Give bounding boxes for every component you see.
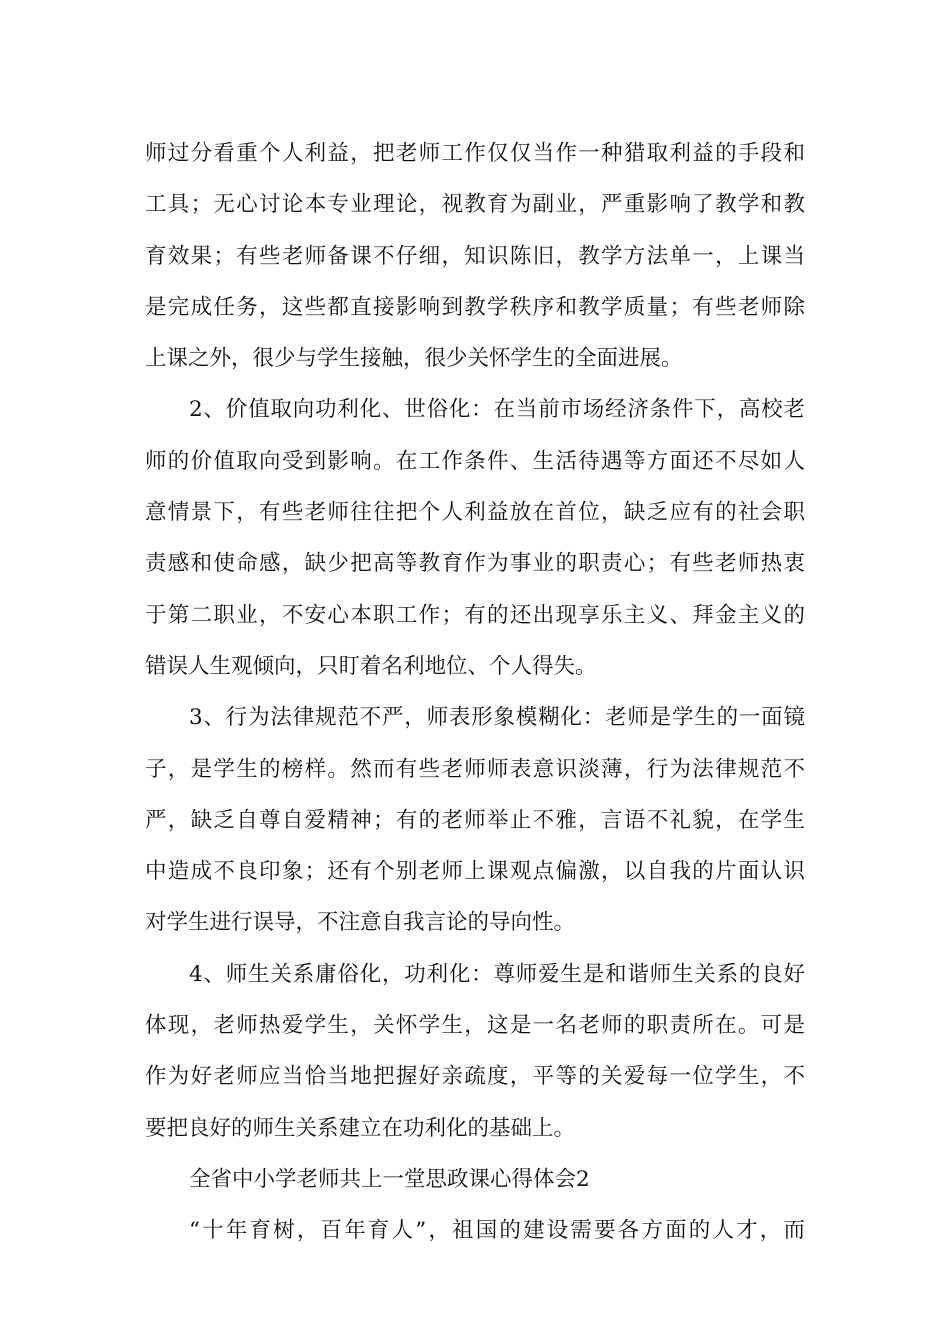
text-line: 对学生进行误导，不注意自我言论的导向性。 [145,910,576,936]
text-line: 于第二职业，不安心本职工作；有的还出现享乐主义、拜金主义的 [145,602,805,628]
text-line: 责感和使命感，缺少把高等教育作为事业的职责心；有些老师热衷 [145,551,805,577]
text-line: 师过分看重个人利益，把老师工作仅仅当作一种猎取利益的手段和 [145,141,805,166]
body-text [145,128,805,1257]
text-line: 4、师生关系庸俗化，功利化：尊师爱生是和谐师生关系的良好 [189,961,805,987]
text-line: 严，缺乏自尊自爱精神；有的老师举止不雅，言语不礼貌，在学生 [145,807,805,833]
text-line: 错误人生观倾向，只盯着名利地位、个人得失。 [145,653,597,679]
text-line: 育效果；有些老师备课不仔细，知识陈旧，教学方法单一，上课当 [145,243,805,269]
text-line: 工具；无心讨论本专业理论，视教育为副业，严重影响了教学和教 [145,192,805,218]
text-line: 要把良好的师生关系建立在功利化的基础上。 [145,1115,576,1141]
text-line: 3、行为法律规范不严，师表形象模糊化：老师是学生的一面镜 [189,705,805,731]
text-line: 上课之外，很少与学生接触，很少关怀学生的全面进展。 [145,346,683,372]
text-line: 子，是学生的榜样。然而有些老师师表意识淡薄，行为法律规范不 [145,756,805,782]
text-line: 体现，老师热爱学生，关怀学生，这是一名老师的职责所在。可是 [145,1013,805,1039]
text-line: 中造成不良印象；还有个别老师上课观点偏激，以自我的片面认识 [145,859,805,885]
text-line: 意情景下，有些老师往往把个人利益放在首位，缺乏应有的社会职 [145,500,805,526]
text-line: 师的价值取向受到影响。在工作条件、生活待遇等方面还不尽如人 [145,448,805,474]
text-line: “十年育树，百年育人”，祖国的建设需要各方面的人才，而 [189,1218,805,1244]
text-line: 作为好老师应当恰当地把握好亲疏度，平等的关爱每一位学生，不 [145,1064,805,1090]
text-line: 是完成任务，这些都直接影响到教学秩序和教学质量；有些老师除 [145,294,805,320]
section-heading: 全省中小学老师共上一堂思政课心得体会2 [189,1166,590,1192]
text-line: 2、价值取向功利化、世俗化：在当前市场经济条件下，高校老 [189,397,805,423]
